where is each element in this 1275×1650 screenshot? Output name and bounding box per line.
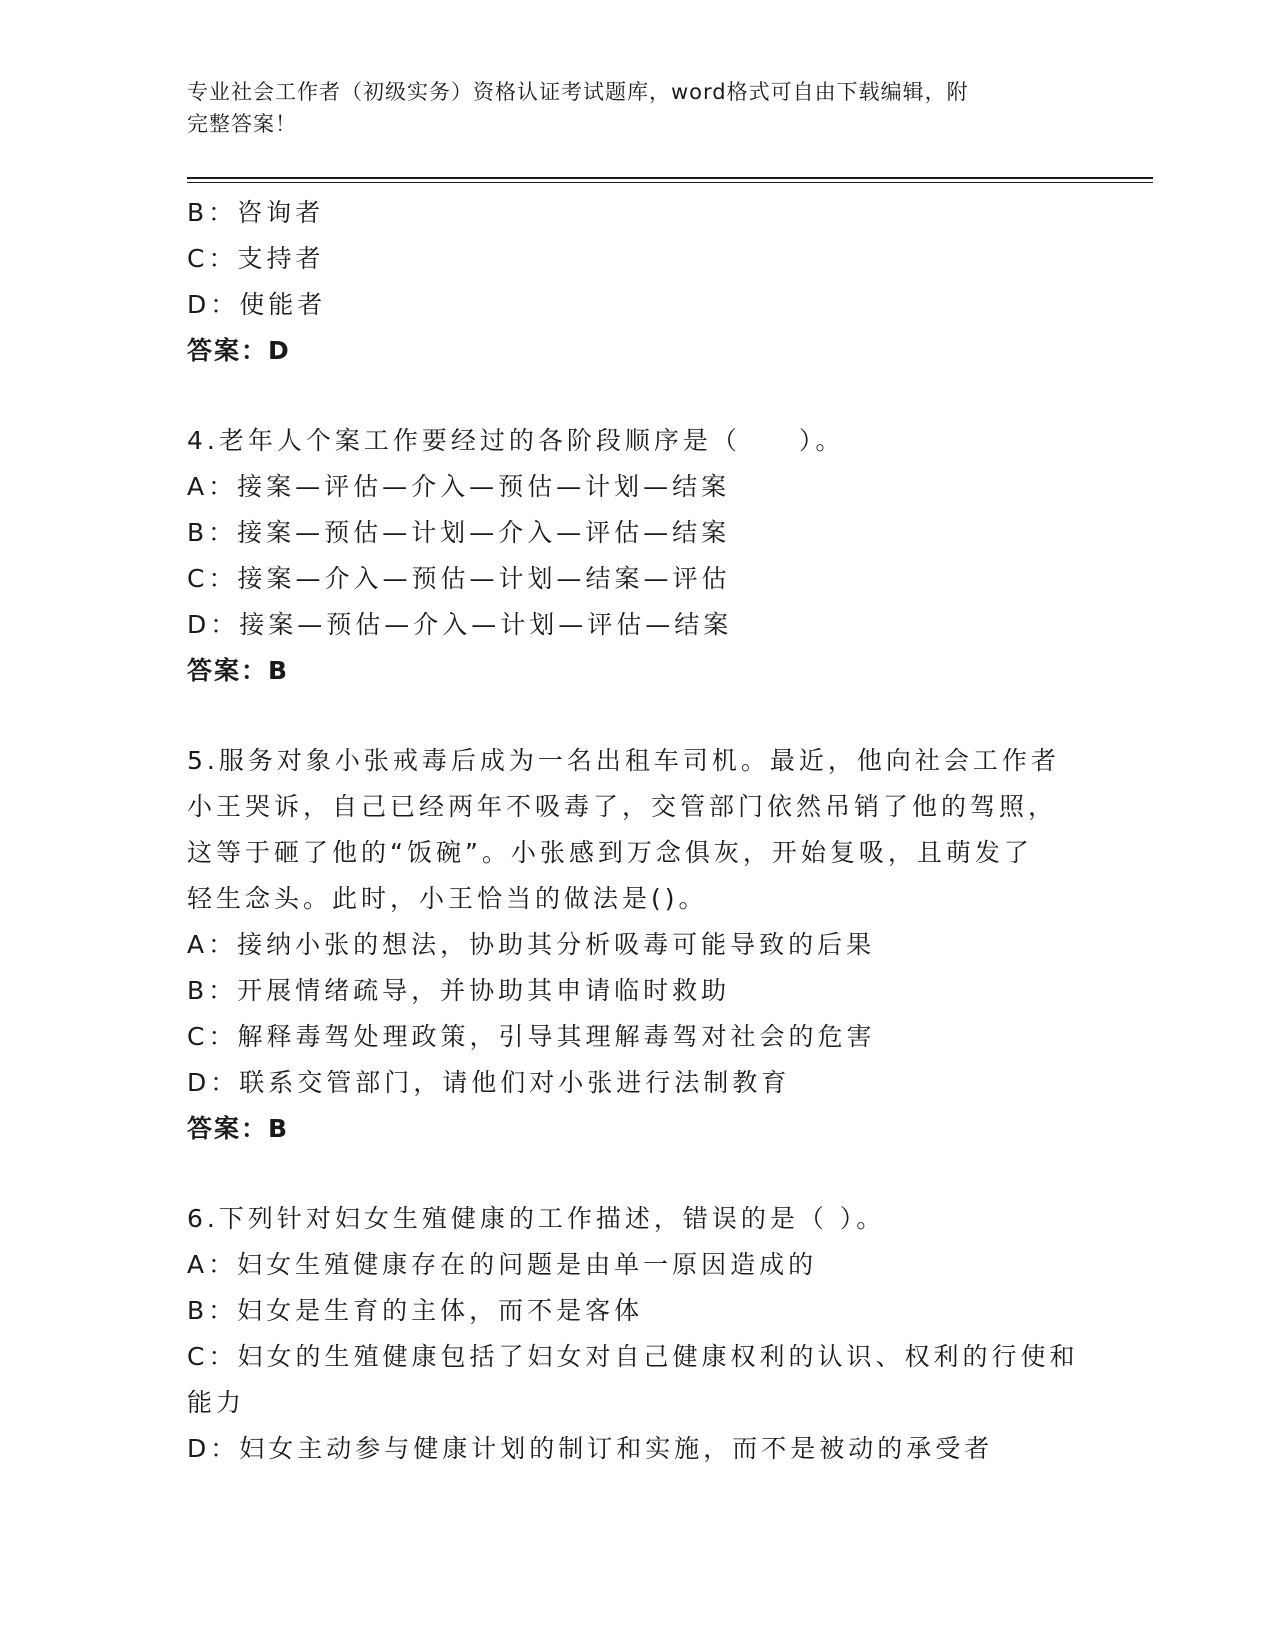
q4-question: 4.老年人个案工作要经过的各阶段顺序是（ ）。 bbox=[187, 426, 845, 455]
q5-question-line-2: 小王哭诉，自己已经两年不吸毒了，交管部门依然吊销了他的驾照， bbox=[187, 792, 1058, 821]
q5-question-line-1: 5.服务对象小张戒毒后成为一名出租车司机。最近，他向社会工作者 bbox=[187, 746, 1060, 775]
q5-option-d: D：联系交管部门，请他们对小张进行法制教育 bbox=[187, 1068, 791, 1097]
header-line-2: 完整答案！ bbox=[187, 112, 297, 136]
spacer bbox=[187, 694, 1087, 738]
header-divider-thin bbox=[187, 182, 1153, 183]
q3-option-d: D：使能者 bbox=[187, 290, 327, 319]
question-list bbox=[187, 190, 1087, 1472]
q5-option-b: B：开展情绪疏导，并协助其申请临时救助 bbox=[187, 976, 731, 1005]
q5-option-c: C：解释毒驾处理政策，引导其理解毒驾对社会的危害 bbox=[187, 1022, 876, 1051]
q6-option-d: D：妇女主动参与健康计划的制订和实施，而不是被动的承受者 bbox=[187, 1434, 994, 1463]
q4-option-a: A：接案—评估—介入—预估—计划—结案 bbox=[187, 472, 731, 501]
question-6-block bbox=[187, 1196, 1087, 1472]
page-header bbox=[187, 76, 1087, 140]
q3-option-b: B：咨询者 bbox=[187, 198, 325, 227]
header-divider-thick bbox=[187, 177, 1153, 179]
spacer bbox=[187, 1152, 1087, 1196]
q5-answer: 答案：B bbox=[187, 1114, 290, 1143]
question-3-block bbox=[187, 190, 1087, 374]
q3-option-c: C：支持者 bbox=[187, 244, 325, 273]
q4-option-c: C：接案—介入—预估—计划—结案—评估 bbox=[187, 564, 731, 593]
q6-option-b: B：妇女是生育的主体，而不是客体 bbox=[187, 1296, 644, 1325]
q5-option-a: A：接纳小张的想法，协助其分析吸毒可能导致的后果 bbox=[187, 930, 876, 959]
q6-option-c-line-1: C：妇女的生殖健康包括了妇女对自己健康权利的认识、权利的行使和 bbox=[187, 1342, 1079, 1371]
q6-option-c-line-2: 能力 bbox=[187, 1388, 246, 1417]
q6-option-a: A：妇女生殖健康存在的问题是由单一原因造成的 bbox=[187, 1250, 818, 1279]
question-5-block bbox=[187, 738, 1087, 1152]
q3-answer: 答案：D bbox=[187, 336, 291, 365]
q4-answer: 答案：B bbox=[187, 656, 290, 685]
question-4-block bbox=[187, 418, 1087, 694]
q4-option-b: B：接案—预估—计划—介入—评估—结案 bbox=[187, 518, 731, 547]
spacer bbox=[187, 374, 1087, 418]
q6-question: 6.下列针对妇女生殖健康的工作描述，错误的是（ ）。 bbox=[187, 1204, 886, 1233]
q5-question-line-4: 轻生念头。此时，小王恰当的做法是()。 bbox=[187, 884, 708, 913]
header-line-1: 专业社会工作者（初级实务）资格认证考试题库，word格式可自由下载编辑，附 bbox=[187, 80, 969, 104]
q5-question-line-3: 这等于砸了他的“饭碗”。小张感到万念俱灰，开始复吸，且萌发了 bbox=[187, 838, 1033, 867]
q4-option-d: D：接案—预估—介入—计划—评估—结案 bbox=[187, 610, 733, 639]
